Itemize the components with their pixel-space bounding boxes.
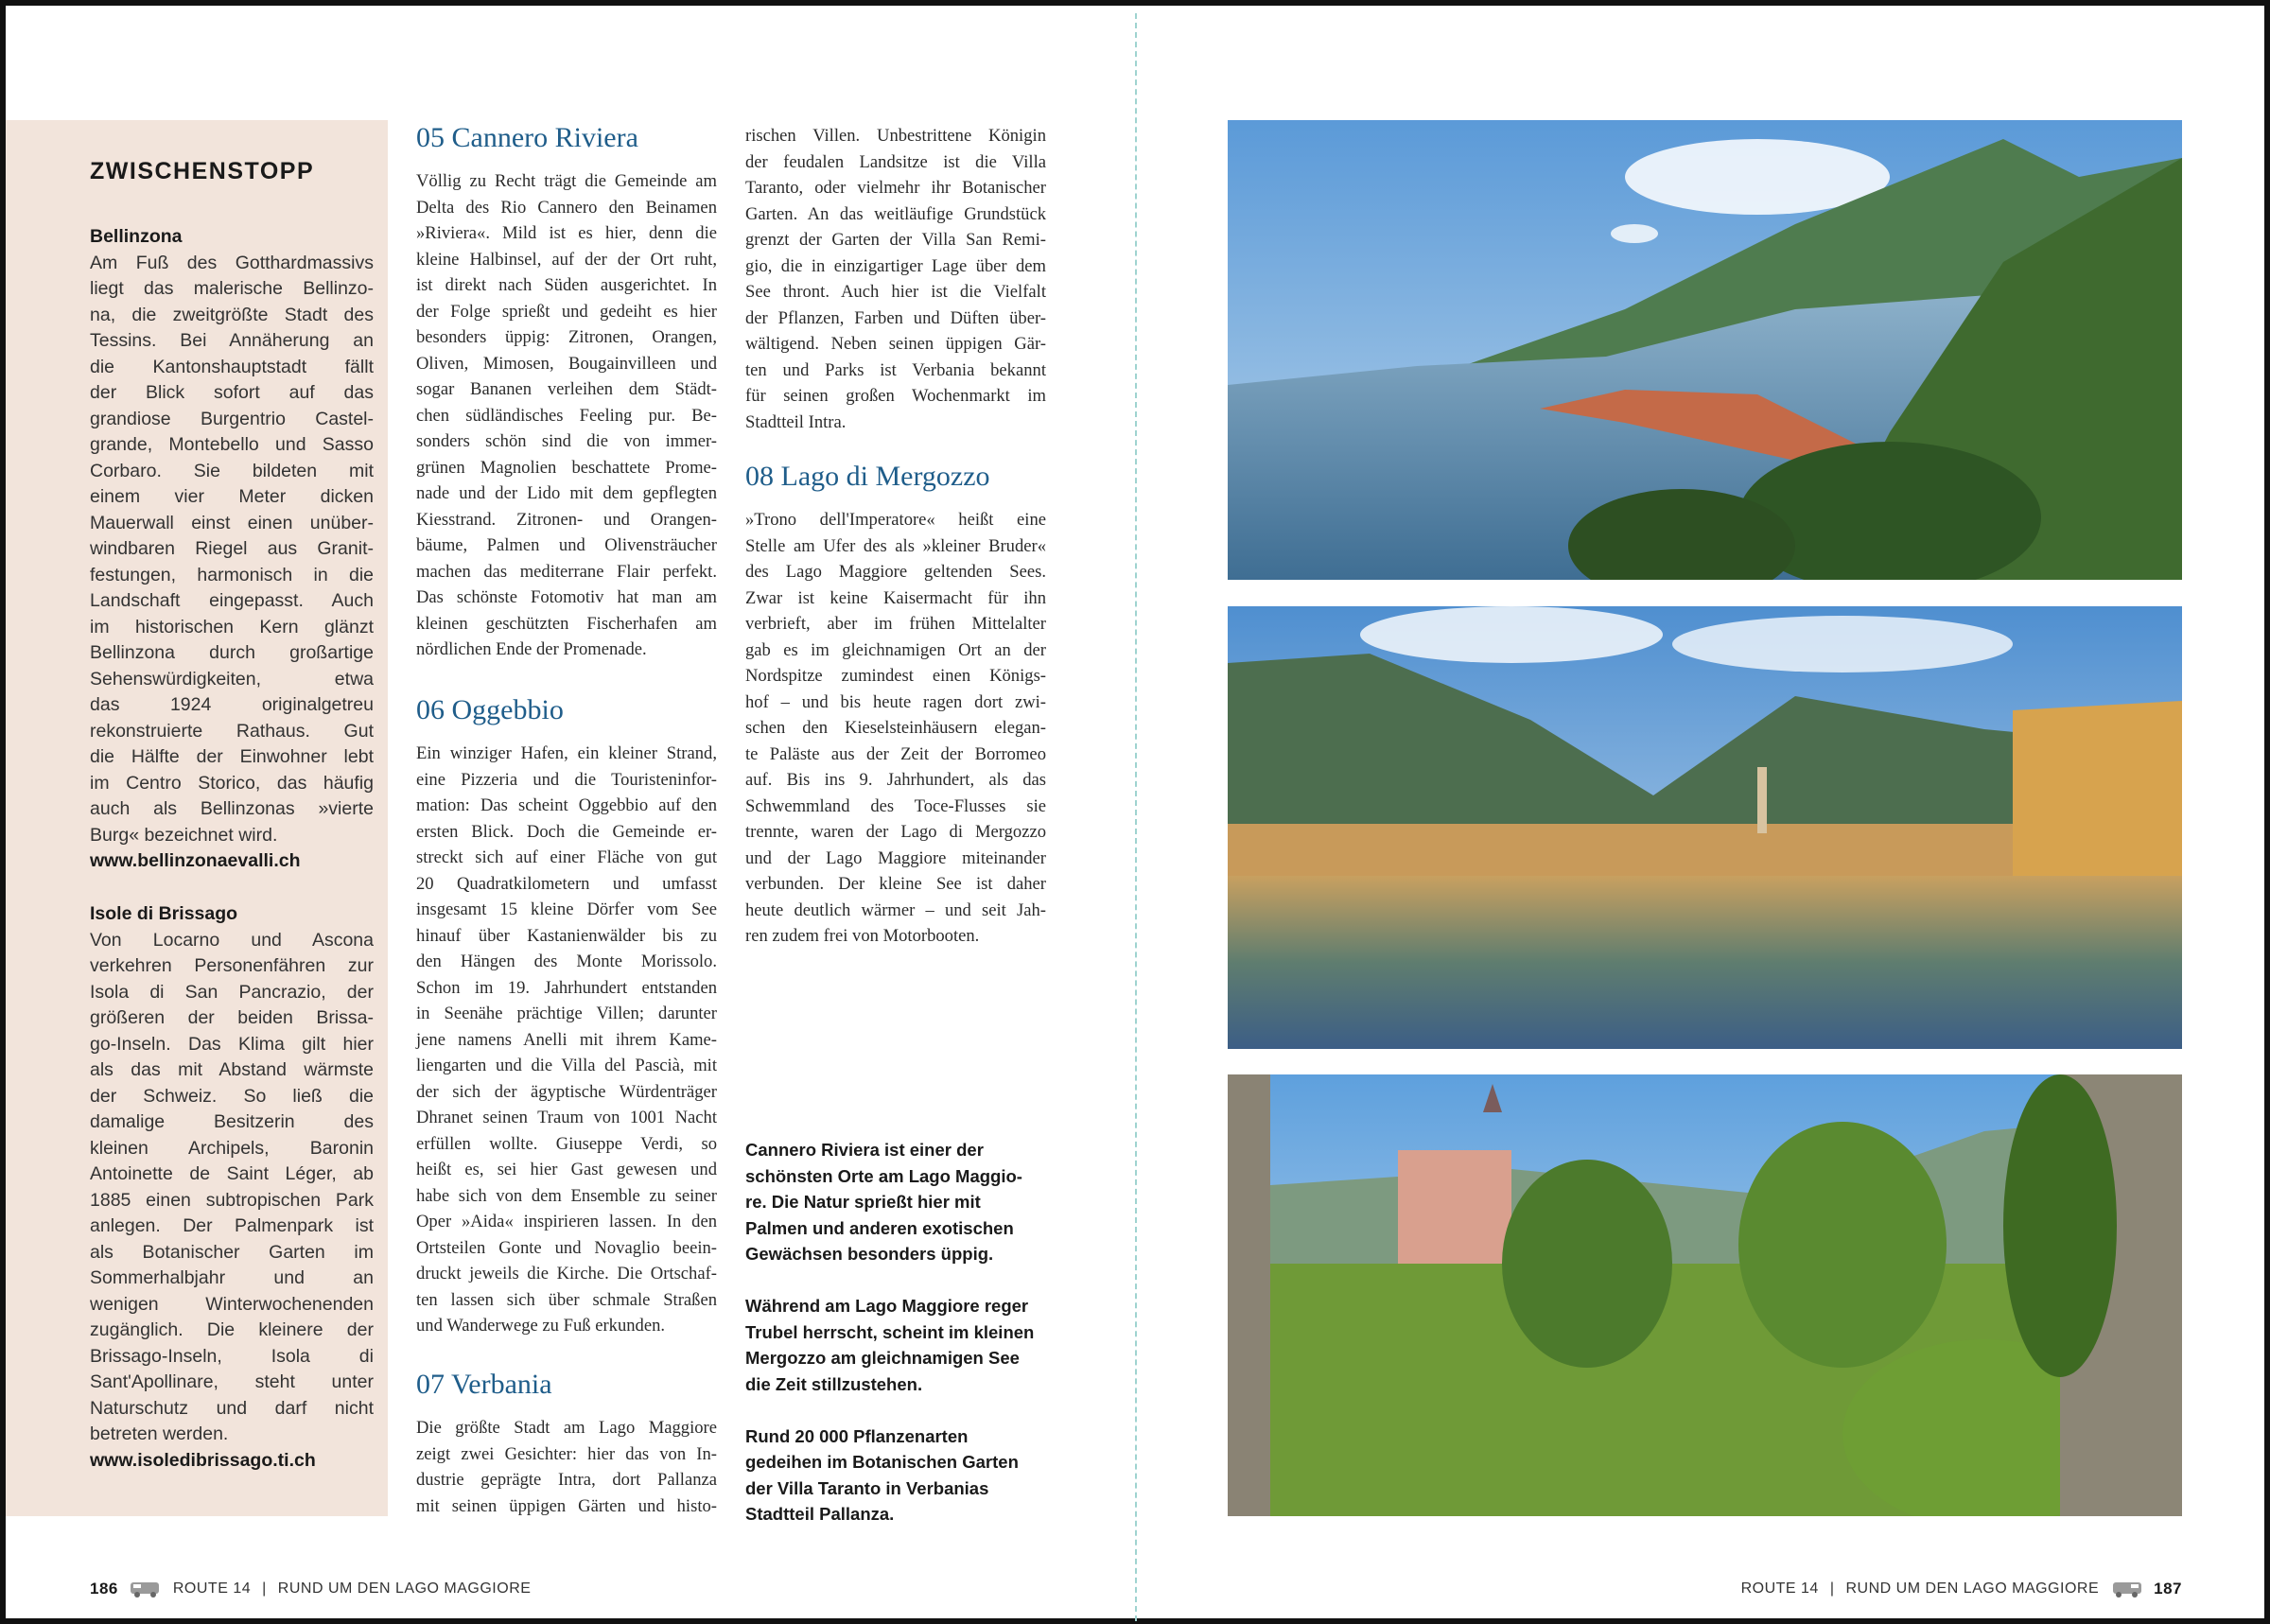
text-line: Oliven, Mimosen, Bougainvilleen und [416, 353, 717, 374]
photo-mergozzo [1228, 606, 2182, 1049]
text-line: und der Lago Maggiore miteinander [745, 847, 1046, 868]
text-line: Delta des Rio Cannero den Beinamen [416, 197, 717, 218]
text-line: windbaren Riegel aus Granit- [90, 538, 374, 559]
section-verbania-continued [745, 123, 1046, 435]
text-line: im Centro Storico, das häufig [90, 772, 374, 794]
text-line: der Villa Taranto in Verbanias [745, 1477, 989, 1498]
text-line: der sich der ägyptische Würdenträger [416, 1081, 717, 1102]
section-title: Verbania [450, 1369, 552, 1400]
sidebar-block-heading: Isole di Brissago [90, 903, 238, 924]
text-line: die Hälfte der Einwohner lebt [90, 746, 374, 767]
text-line: anlegen. Der Palmenpark ist [90, 1215, 374, 1236]
text-line: ist direkt nach Süden ausgerichtet. In [416, 275, 717, 295]
text-line: gab es im gleichnamigen Ort an der [745, 639, 1046, 660]
text-line: jene namens Anelli mit ihrem Kame- [416, 1029, 717, 1050]
section-number: 05 [416, 122, 445, 153]
text-line: liengarten und die Villa del Pascià, mit [416, 1056, 717, 1075]
route-title: RUND UM DEN LAGO MAGGIORE [1845, 1580, 2100, 1597]
text-line: bäume, Palmen und Olivensträucher [416, 535, 717, 555]
caption-villa-taranto [745, 1423, 1046, 1528]
text-line: betreten werden. [90, 1423, 229, 1444]
text-line: te Paläste aus der Zeit der Borromeo [745, 743, 1046, 764]
text-line: go-Inseln. Das Klima gilt hier [90, 1033, 374, 1055]
text-line: verbunden. Der kleine See ist daher [745, 874, 1046, 894]
text-line: Schwemmland des Toce-Flusses sie [745, 795, 1046, 816]
text-line: kleinen geschützten Fischerhafen am [416, 613, 717, 634]
text-line: nade und der Lido mit dem gepflegten [416, 483, 717, 503]
caption-cannero [745, 1137, 1046, 1267]
text-line: Zwar ist keine Kaisermacht für ihn [745, 587, 1046, 608]
book-spread [6, 6, 2264, 1618]
text-line: nördlichen Ende der Promenade. [416, 639, 647, 659]
text-line: Sommerhalbjahr und an [90, 1267, 374, 1288]
text-line: heißt es, sei hier Gast gewesen und [416, 1160, 717, 1179]
text-line: grünen Magnolien beschattete Prome- [416, 457, 717, 478]
page-number: 187 [2154, 1580, 2182, 1598]
text-line: mit seinen üppigen Gärten und histo- [416, 1495, 717, 1516]
text-line: Antoinette de Saint Léger, ab [90, 1163, 374, 1184]
text-line: Gewächsen besonders üppig. [745, 1244, 994, 1264]
section-number: 07 [416, 1369, 445, 1400]
text-line: trennte, waren der Lago di Mergozzo [745, 822, 1046, 842]
text-line: kleinen Archipels, Baronin [90, 1137, 374, 1159]
text-line: Ortsteilen Gonte und Novaglio beein- [416, 1237, 717, 1258]
section-heading [745, 460, 1046, 494]
section-heading [416, 693, 717, 727]
footer-right [1741, 1580, 2182, 1598]
text-line: ten lassen sich über schmale Straßen [416, 1289, 717, 1310]
text-line: als das mit Abstand wärmste [90, 1059, 374, 1080]
text-line: als Botanischer Garten im [90, 1241, 374, 1263]
text-line: eine Pizzeria und die Touristeninfor- [416, 769, 717, 790]
text-line: die Zeit stillzustehen. [745, 1373, 923, 1394]
text-line: gedeihen im Botanischen Garten [745, 1452, 1019, 1472]
page-gutter-divider [1135, 13, 1137, 1621]
text-line: sogar Bananen verleihen dem Städt- [416, 379, 717, 399]
section-body [416, 168, 717, 663]
section-body [745, 123, 1046, 435]
text-line: Mauerwall einst einen unüber- [90, 512, 374, 533]
text-line: auf. Bis ins 9. Jahrhundert, als das [745, 770, 1046, 790]
text-line: schen den Kieselsteinhäusern elegan- [745, 718, 1046, 738]
text-line: festungen, harmonisch in die [90, 564, 374, 585]
text-line: verkehren Personenfähren zur [90, 955, 374, 976]
section-mergozzo [745, 460, 1046, 950]
text-line: in Seenähe prächtige Villen; darunter [416, 1004, 717, 1023]
footer-separator: | [262, 1580, 267, 1597]
text-line: rekonstruierte Rathaus. Gut [90, 720, 374, 742]
sidebar-block-text [90, 928, 374, 1448]
text-line: heute deutlich wärmer – und seit Jah- [745, 899, 1046, 920]
text-line: den Hängen des Monte Morissolo. [416, 952, 717, 971]
text-line: grandiose Burgentrio Castel- [90, 408, 374, 429]
text-line: 1885 einen subtropischen Park [90, 1189, 374, 1211]
text-line: Garten. An das weitläufige Grundstück [745, 203, 1046, 224]
text-line: ersten Blick. Doch die Gemeinde er- [416, 821, 717, 842]
text-line: chen südländisches Feeling pur. Be- [416, 405, 717, 426]
section-cannero [416, 121, 717, 663]
text-line: der Blick sofort auf das [90, 382, 374, 403]
text-line: Rund 20 000 Pflanzenarten [745, 1425, 969, 1446]
sidebar-block-bellinzona [90, 224, 374, 875]
text-line: der Schweiz. So ließ die [90, 1085, 374, 1107]
text-line: Corbaro. Sie bildeten mit [90, 460, 374, 481]
text-line: Ein winziger Hafen, ein kleiner Strand, [416, 743, 717, 763]
text-line: sonders schön sind die von immer- [416, 431, 717, 451]
text-line: druckt jeweils die Kirche. Die Ortschaf- [416, 1264, 717, 1283]
text-line: Schon im 19. Jahrhundert entstanden [416, 977, 717, 998]
text-line: der Folge sprießt und gedeiht es hier [416, 301, 717, 322]
section-heading [416, 1368, 717, 1402]
route-label: ROUTE 14 [172, 1580, 252, 1597]
text-line: die Kantonshauptstadt fällt [90, 356, 374, 377]
page-number: 186 [90, 1580, 118, 1598]
text-line: »Trono dell'Imperatore« heißt eine [745, 510, 1046, 530]
text-line: grenzt der Garten der Villa San Remi- [745, 230, 1046, 250]
sidebar-block-brissago [90, 901, 374, 1474]
text-line: Kiesstrand. Zitronen- und Orangen- [416, 509, 717, 530]
text-line: auch als Bellinzonas »vierte [90, 798, 374, 819]
text-line: Von Locarno und Ascona [90, 929, 374, 951]
text-line: dustrie geprägte Intra, dort Pallanza [416, 1470, 717, 1490]
section-body [745, 507, 1046, 950]
section-title: Cannero Riviera [451, 122, 638, 153]
text-line: für seinen großen Wochenmarkt im [745, 386, 1046, 406]
footer-separator: | [1829, 1580, 1835, 1597]
photo-cannero-riviera [1228, 120, 2182, 580]
zwischenstopp-sidebar [6, 120, 388, 1516]
camper-van-icon [130, 1580, 162, 1598]
text-line: Sehenswürdigkeiten, etwa [90, 668, 374, 690]
section-number: 08 [745, 461, 774, 492]
sidebar-title: ZWISCHENSTOPP [90, 158, 315, 184]
text-line: grande, Montebello und Sasso [90, 434, 374, 455]
text-line: Cannero Riviera ist einer der [745, 1140, 984, 1160]
section-body [416, 1415, 717, 1519]
text-line: streckt sich auf einer Fläche von gut [416, 847, 717, 867]
section-title: Oggebbio [451, 694, 564, 725]
text-line: Mergozzo am gleichnamigen See [745, 1348, 1020, 1368]
text-line: ren zudem frei von Motorbooten. [745, 926, 980, 946]
text-line: Dhranet seinen Traum von 1001 Nacht [416, 1108, 717, 1127]
text-line: Taranto, oder vielmehr ihr Botanischer [745, 178, 1046, 198]
text-line: das 1924 originalgetreu [90, 694, 374, 715]
text-line: 20 Quadratkilometern und umfasst [416, 873, 717, 894]
text-line: Isola di San Pancrazio, der [90, 981, 374, 1003]
section-body [416, 741, 717, 1339]
photo-villa-taranto-garden [1228, 1074, 2182, 1516]
text-line: wenigen Winterwochenenden [90, 1293, 374, 1315]
text-line: der feudalen Landsitze ist die Villa [745, 151, 1046, 172]
text-line: mation: Das scheint Oggebbio auf den [416, 795, 717, 815]
text-line: See thront. Auch hier ist die Vielfalt [745, 282, 1046, 302]
section-title: Lago di Mergozzo [780, 461, 990, 492]
text-line: schönsten Orte am Lago Maggio- [745, 1165, 1022, 1186]
text-line: re. Die Natur sprießt hier mit [745, 1192, 981, 1212]
text-line: hinauf über Kastanienwälder bis zu [416, 925, 717, 946]
text-line: zugänglich. Die kleinere der [90, 1319, 374, 1340]
text-line: Völlig zu Recht trägt die Gemeinde am [416, 171, 717, 191]
text-line: verbrieft, aber im frühen Mittelalter [745, 614, 1046, 634]
text-line: zeigt zwei Gesichter: hier das von In- [416, 1443, 717, 1464]
text-line: Nordspitze zumindest einen Königs- [745, 666, 1046, 686]
text-line: Stelle am Ufer des als »kleiner Bruder« [745, 535, 1046, 556]
text-line: »Riviera«. Mild ist es hier, denn die [416, 223, 717, 243]
text-line: besonders üppig: Zitronen, Orangen, [416, 327, 717, 347]
text-line: Tessins. Bei Annäherung an [90, 330, 374, 351]
text-line: Palmen und anderen exotischen [745, 1217, 1014, 1238]
text-line: Stadtteil Intra. [745, 411, 847, 432]
text-line: gio, die in einzigartiger Lage über dem [745, 255, 1046, 276]
text-line: Sant'Apollinare, steht unter [90, 1371, 374, 1392]
text-line: kleine Halbinsel, auf der der Ort ruht, [416, 249, 717, 270]
text-line: der Pflanzen, Farben und Düften über- [745, 307, 1046, 328]
text-line: Trubel herrscht, scheint im kleinen [745, 1321, 1035, 1342]
route-label: ROUTE 14 [1740, 1580, 1819, 1597]
sidebar-block-heading: Bellinzona [90, 226, 183, 247]
text-line: ten und Parks ist Verbania bekannt [745, 359, 1046, 380]
camper-van-icon [2110, 1580, 2142, 1598]
text-line: hof – und bis heute ragen dort zwi- [745, 691, 1046, 712]
photo-captions [745, 1137, 1046, 1553]
text-line: rischen Villen. Unbestrittene Königin [745, 126, 1046, 146]
text-line: Burg« bezeichnet wird. [90, 824, 278, 846]
text-line: größeren der beiden Brissa- [90, 1007, 374, 1028]
sidebar-link-brissago[interactable]: www.isoledibrissago.ti.ch [90, 1449, 316, 1471]
sidebar-link-bellinzona[interactable]: www.bellinzonaevalli.ch [90, 850, 301, 871]
text-line: im historischen Kern glänzt [90, 616, 374, 637]
text-line: Am Fuß des Gotthardmassivs [90, 252, 374, 273]
text-line: Das schönste Fotomotiv hat man am [416, 587, 717, 607]
text-line: Landschaft eingepasst. Auch [90, 590, 374, 611]
text-line: insgesamt 15 kleine Dörfer vom See [416, 899, 717, 919]
text-line: Bellinzona durch großartige [90, 642, 374, 663]
section-number: 06 [416, 694, 445, 725]
text-line: Während am Lago Maggiore reger [745, 1296, 1029, 1316]
text-line: Brissago-Inseln, Isola di [90, 1345, 374, 1367]
text-line: Naturschutz und darf nicht [90, 1397, 374, 1419]
text-line: na, die zweitgrößte Stadt des [90, 304, 374, 325]
text-line: und Wanderwege zu Fuß erkunden. [416, 1316, 666, 1336]
section-verbania [416, 1368, 717, 1519]
caption-mergozzo [745, 1293, 1046, 1397]
text-line: einem vier Meter dicken [90, 486, 374, 507]
text-line: liegt das malerische Bellinzo- [90, 278, 374, 299]
text-line: Stadtteil Pallanza. [745, 1504, 895, 1524]
text-line: machen das mediterrane Flair perfekt. [416, 561, 717, 582]
text-line: erfüllen wollte. Giuseppe Verdi, so [416, 1133, 717, 1154]
footer-left [90, 1580, 531, 1598]
text-line: Die größte Stadt am Lago Maggiore [416, 1418, 717, 1438]
text-line: des Lago Maggiore geltenden Sees. [745, 562, 1046, 582]
text-line: Oper »Aida« inspirieren lassen. In den [416, 1212, 717, 1231]
text-line: wältigend. Neben seinen üppigen Gär- [745, 334, 1046, 354]
sidebar-block-text [90, 251, 374, 849]
section-heading [416, 121, 717, 155]
text-line: damalige Besitzerin des [90, 1111, 374, 1132]
section-oggebbio [416, 693, 717, 1339]
route-title: RUND UM DEN LAGO MAGGIORE [277, 1580, 532, 1597]
text-line: habe sich von dem Ensemble zu seiner [416, 1185, 717, 1206]
